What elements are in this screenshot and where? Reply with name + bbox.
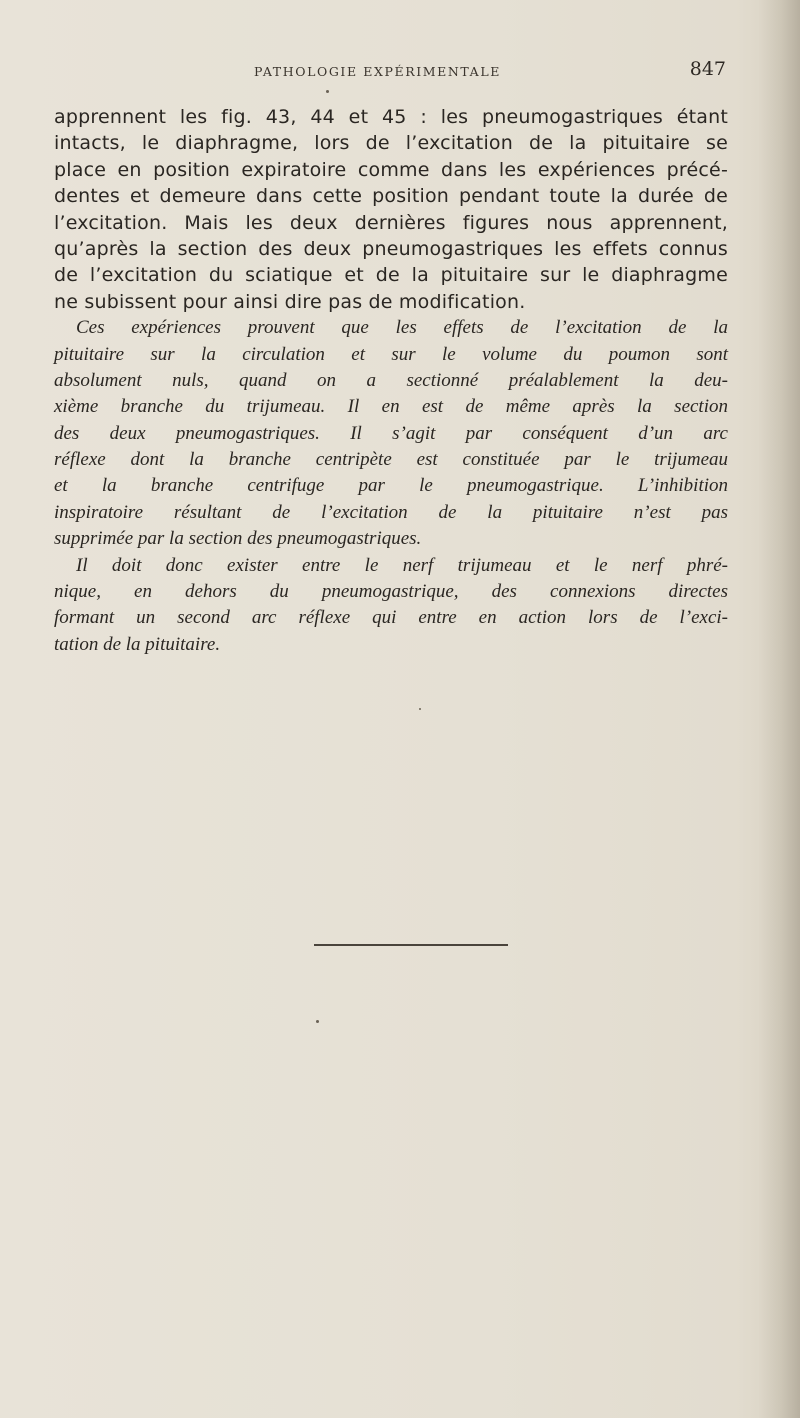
text-line: formant un second arc réflexe qui entre en action lors de l’exci- [54,607,728,629]
text-line: tation de la pituitaire. [54,633,221,655]
text-line: dentes et demeure dans cette position pendant toute la durée de [54,185,728,208]
text-line: l’excitation. Mais les deux dernières figures nous apprennent, [54,211,728,234]
text-line: Il doit donc exister entre le nerf trijumeau et le nerf phré- [76,554,728,576]
page-header [54,58,726,86]
paper-speck [419,708,421,710]
text-line: nique, en dehors du pneumogastrique, des connexions directes [54,581,728,603]
paragraph-1 [54,104,728,315]
text-line: pituitaire sur la circulation et sur le volume du poumon sont [54,343,728,365]
paper-speck [326,90,329,93]
text-line: supprimée par la section des pneumogastriques. [54,528,422,550]
text-line: Ces expériences prouvent que les effets de l’excitation de la [76,317,728,339]
text-line: intacts, le diaphragme, lors de l’excitation de la pituitaire se [54,132,728,155]
text-line: réflexe dont la branche centripète est constituée par le trijumeau [54,449,728,471]
body-text [54,104,728,658]
page-edge-shadow [758,0,800,1418]
text-line: des deux pneumogastriques. Il s’agit par conséquent d’un arc [54,422,728,444]
paragraph-3 [54,553,728,659]
text-line: ne subissent pour ainsi dire pas de modification. [54,290,526,313]
paragraph-2 [54,315,728,553]
paper-speck [316,1020,319,1023]
text-line: et la branche centrifuge par le pneumogastrique. L’inhibition [54,475,728,497]
text-line: xième branche du trijumeau. Il en est de même après la section [54,396,728,418]
text-line: inspiratoire résultant de l’excitation de la pituitaire n’est pas [54,501,728,523]
text-line: de l’excitation du sciatique et de la pituitaire sur le diaphragme [54,264,728,287]
running-title: PATHOLOGIE EXPÉRIMENTALE [254,64,501,79]
text-line: absolument nuls, quand on a sectionné préalablement la deu- [54,369,728,391]
text-line: qu’après la section des deux pneumogastriques les effets connus [54,237,728,260]
text-line: apprennent les fig. 43, 44 et 45 : les pneumogastriques étant [54,106,728,128]
section-rule [314,944,508,946]
text-line: place en position expiratoire comme dans les expériences précé- [54,158,728,181]
page-number: 847 [689,58,726,80]
